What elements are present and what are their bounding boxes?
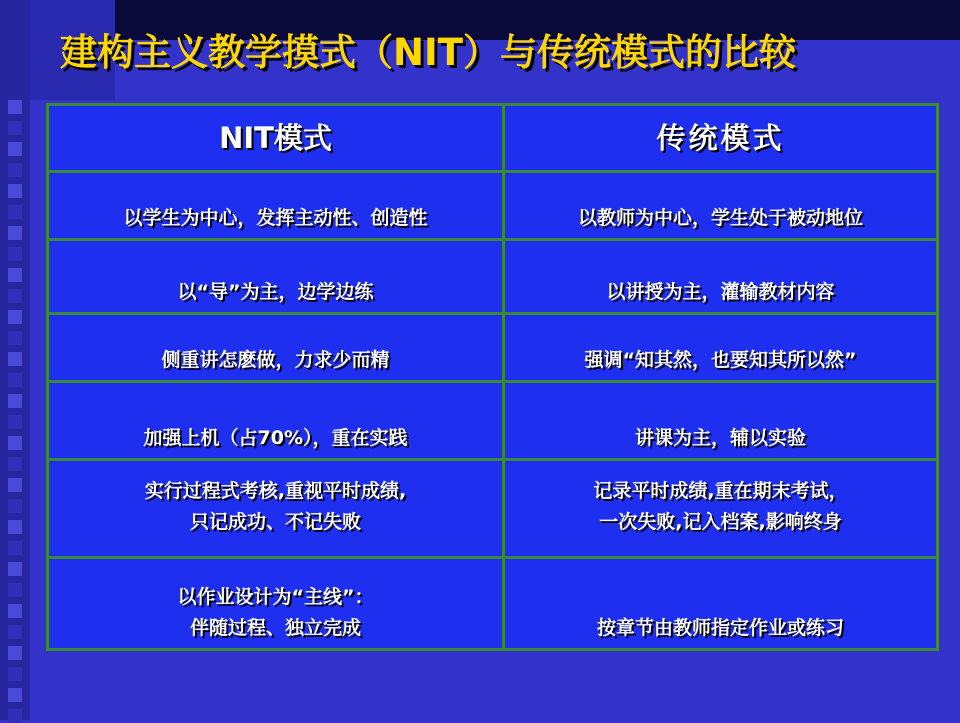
- cell-nit: [48, 558, 504, 650]
- cell-line: 以讲授为主，灌输教材内容: [606, 281, 835, 303]
- cell-nit: [48, 172, 504, 240]
- decorative-square: [8, 163, 22, 177]
- cell-nit: [48, 382, 504, 460]
- cell-traditional: [504, 460, 938, 558]
- cell-line: 实行过程式考核,重视平时成绩,: [144, 479, 407, 502]
- decorative-square: [8, 667, 22, 681]
- cell-line: 一次失败,记入档案,影响终身: [599, 510, 842, 533]
- decorative-square: [8, 268, 22, 282]
- left-decorative-strip: [0, 0, 30, 720]
- decorative-square: [8, 184, 22, 198]
- decorative-square: [8, 415, 22, 429]
- cell-line: 以作业设计为“主线”：: [177, 586, 374, 608]
- decorative-square: [8, 226, 22, 240]
- decorative-square: [8, 709, 22, 723]
- decorative-square: [8, 457, 22, 471]
- decorative-square: [8, 247, 22, 261]
- decorative-square: [8, 289, 22, 303]
- cell-line: 记录平时成绩,重在期末考试，: [593, 479, 848, 502]
- table-row: [48, 558, 938, 650]
- header-nit: NIT模式: [48, 105, 504, 172]
- decorative-square: [8, 352, 22, 366]
- decorative-square: [8, 625, 22, 639]
- decorative-square: [8, 310, 22, 324]
- cell-nit: [48, 240, 504, 314]
- cell-line: 讲课为主，辅以实验: [634, 427, 806, 449]
- table-header-row: [48, 105, 938, 172]
- table-row: [48, 460, 938, 558]
- comparison-table: [46, 103, 939, 651]
- cell-line: 以学生为中心，发挥主动性、创造性: [123, 207, 428, 229]
- cell-line: 按章节由教师指定作业或练习: [596, 617, 844, 639]
- decorative-square: [8, 478, 22, 492]
- table-row: [48, 172, 938, 240]
- decorative-square: [8, 499, 22, 513]
- cell-traditional: [504, 240, 938, 314]
- cell-traditional: [504, 314, 938, 382]
- slide-title: 建构主义教学摸式（NIT）与传统模式的比较: [60, 31, 796, 74]
- decorative-square: [8, 373, 22, 387]
- decorative-square: [8, 541, 22, 555]
- cell-nit: [48, 314, 504, 382]
- cell-line: 强调“知其然，也要知其所以然”: [584, 349, 857, 371]
- decorative-square: [8, 646, 22, 660]
- decorative-square: [8, 520, 22, 534]
- cell-traditional: [504, 172, 938, 240]
- header-traditional: 传统模式: [504, 105, 938, 172]
- decorative-square: [8, 121, 22, 135]
- cell-line: 加强上机（占70%），重在实践: [143, 427, 408, 449]
- table-row: [48, 314, 938, 382]
- cell-line: 以“导”为主，边学边练: [177, 281, 374, 303]
- decorative-square: [8, 100, 22, 114]
- decorative-square: [8, 205, 22, 219]
- decorative-square: [8, 562, 22, 576]
- decorative-square: [8, 394, 22, 408]
- cell-line: 侧重讲怎麽做，力求少而精: [161, 349, 390, 371]
- decorative-square: [8, 142, 22, 156]
- decorative-square: [8, 604, 22, 618]
- cell-traditional: [504, 382, 938, 460]
- decorative-square: [8, 688, 22, 702]
- cell-line: 伴随过程、独立完成: [189, 617, 361, 639]
- decorative-square: [8, 583, 22, 597]
- cell-line: 只记成功、不记失败: [189, 510, 361, 533]
- cell-nit: [48, 460, 504, 558]
- table-row: [48, 240, 938, 314]
- table-row: [48, 382, 938, 460]
- cell-line: 以教师为中心，学生处于被动地位: [577, 207, 863, 229]
- decorative-square: [8, 331, 22, 345]
- decorative-square: [8, 436, 22, 450]
- cell-traditional: [504, 558, 938, 650]
